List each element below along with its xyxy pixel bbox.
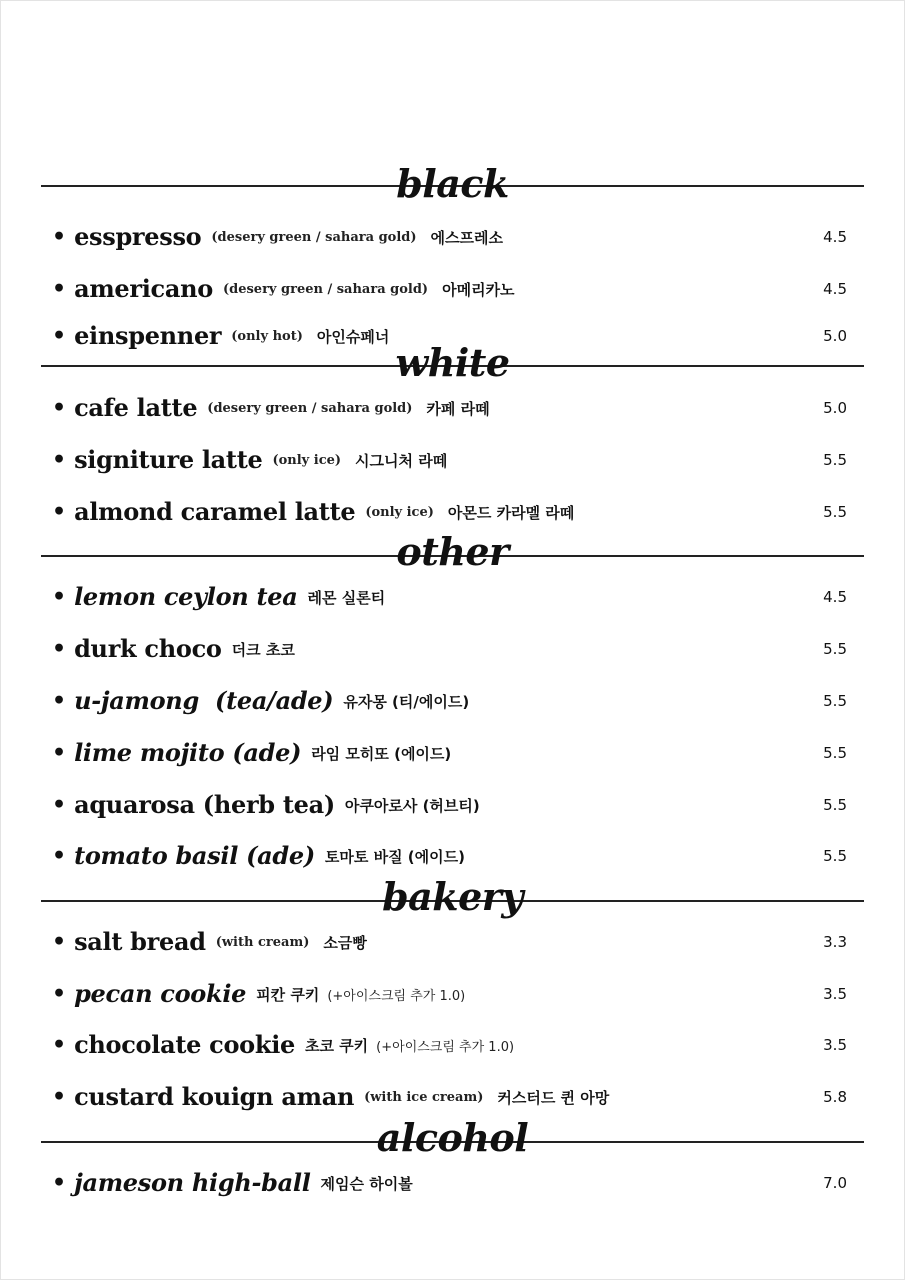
item-korean-name: 아인슈페너 bbox=[316, 327, 390, 346]
bullet: • bbox=[52, 447, 67, 473]
menu-item-lime-mojito bbox=[52, 733, 847, 773]
item-price: 5.5 bbox=[823, 503, 847, 521]
bullet: • bbox=[52, 981, 67, 1007]
menu-item-lemon-ceylon-tea bbox=[52, 577, 847, 617]
menu-item-tomato-basil bbox=[52, 836, 847, 876]
item-name: almond caramel latte bbox=[74, 497, 356, 526]
section-title: other bbox=[396, 529, 509, 574]
item-note: (desery green / sahara gold) bbox=[222, 281, 429, 297]
item-price: 5.5 bbox=[823, 744, 847, 762]
menu-item-salt-bread bbox=[52, 922, 847, 962]
bullet: • bbox=[52, 740, 67, 766]
menu-item-cafe-latte bbox=[52, 388, 847, 428]
section-title: bakery bbox=[382, 874, 523, 919]
item-korean-name: 아몬드 카라멜 라떼 bbox=[447, 503, 575, 522]
item-note: (desery green / sahara gold) bbox=[207, 400, 413, 416]
item-korean-name: 초코 쿠키 bbox=[304, 1036, 369, 1055]
item-note: (only ice) bbox=[272, 452, 342, 468]
section-header-black bbox=[41, 160, 864, 220]
item-note: (with ice cream) bbox=[364, 1089, 484, 1105]
bullet: • bbox=[52, 1084, 67, 1110]
bullet: • bbox=[52, 1032, 67, 1058]
item-name: durk choco bbox=[74, 634, 222, 663]
item-name: tomato basil (ade) bbox=[74, 841, 315, 870]
item-korean-name: 제임슨 하이볼 bbox=[320, 1174, 413, 1193]
item-name: jameson high-ball bbox=[74, 1168, 311, 1197]
item-price: 3.5 bbox=[823, 985, 847, 1003]
bullet: • bbox=[52, 843, 67, 869]
item-extra: (+아이스크림 추가 1.0) bbox=[327, 988, 466, 1004]
item-name: lime mojito (ade) bbox=[74, 738, 302, 767]
menu-item-chocolate-cookie bbox=[52, 1025, 847, 1065]
item-name: signiture latte bbox=[74, 445, 263, 474]
item-price: 5.5 bbox=[823, 796, 847, 814]
section-title: black bbox=[396, 161, 509, 206]
item-korean-name: 에스프레소 bbox=[430, 228, 503, 247]
item-note: (desery green / sahara gold) bbox=[211, 229, 417, 245]
menu-item-u-jamong bbox=[52, 681, 847, 721]
item-korean-name: 카페 라떼 bbox=[426, 399, 490, 418]
item-korean-name: 라임 모히또 (에이드) bbox=[311, 744, 452, 763]
item-name: esspresso bbox=[74, 222, 202, 251]
bullet: • bbox=[52, 323, 67, 349]
menu-item-custard-kouign-aman bbox=[52, 1077, 847, 1117]
item-name: cafe latte bbox=[74, 393, 198, 422]
item-price: 5.5 bbox=[823, 640, 847, 658]
item-name: salt bread bbox=[74, 927, 206, 956]
item-price: 5.5 bbox=[823, 692, 847, 710]
item-price: 5.5 bbox=[823, 451, 847, 469]
item-korean-name: 아메리카노 bbox=[442, 280, 515, 299]
item-name: u-jamong (tea/ade) bbox=[74, 686, 334, 715]
item-korean-name: 시그니처 라떼 bbox=[355, 451, 448, 470]
item-price: 5.8 bbox=[823, 1088, 847, 1106]
item-price: 3.5 bbox=[823, 1036, 847, 1054]
menu-item-jameson-high-ball bbox=[52, 1163, 847, 1203]
menu-item-signiture-latte bbox=[52, 440, 847, 480]
menu-item-durk-choco bbox=[52, 629, 847, 669]
item-korean-name: 소금빵 bbox=[323, 933, 367, 952]
menu-item-almond-caramel-latte bbox=[52, 492, 847, 532]
item-name: lemon ceylon tea bbox=[74, 582, 298, 611]
bullet: • bbox=[52, 395, 67, 421]
menu-item-americano bbox=[52, 269, 847, 309]
bullet: • bbox=[52, 636, 67, 662]
item-name: pecan cookie bbox=[74, 979, 247, 1008]
item-price: 3.3 bbox=[823, 933, 847, 951]
section-title: white bbox=[395, 340, 510, 385]
item-korean-name: 아쿠아로사 (허브티) bbox=[344, 796, 480, 815]
item-price: 4.5 bbox=[823, 280, 847, 298]
item-note: (with cream) bbox=[215, 934, 310, 950]
item-name: einspenner bbox=[74, 321, 222, 350]
menu-item-aquarosa bbox=[52, 785, 847, 825]
menu-item-esspresso bbox=[52, 217, 847, 257]
item-korean-name: 커스터드 퀸 아망 bbox=[497, 1088, 610, 1107]
bullet: • bbox=[52, 584, 67, 610]
section-title: alcohol bbox=[376, 1115, 529, 1160]
bullet: • bbox=[52, 688, 67, 714]
menu-item-pecan-cookie bbox=[52, 974, 847, 1014]
bullet: • bbox=[52, 276, 67, 302]
item-name: aquarosa (herb tea) bbox=[74, 790, 335, 819]
bullet: • bbox=[52, 929, 67, 955]
item-price: 4.5 bbox=[823, 228, 847, 246]
item-note: (only hot) bbox=[231, 328, 303, 344]
item-price: 5.5 bbox=[823, 847, 847, 865]
item-korean-name: 토마토 바질 (에이드) bbox=[324, 847, 465, 866]
item-korean-name: 피칸 쿠키 bbox=[256, 985, 320, 1004]
item-name: americano bbox=[74, 274, 213, 303]
item-price: 5.0 bbox=[823, 399, 847, 417]
item-name: custard kouign aman bbox=[74, 1082, 355, 1111]
item-price: 7.0 bbox=[823, 1174, 847, 1192]
bullet: • bbox=[52, 1170, 67, 1196]
item-name: chocolate cookie bbox=[74, 1030, 295, 1059]
bullet: • bbox=[52, 499, 67, 525]
item-extra: (+아이스크림 추가 1.0) bbox=[376, 1039, 515, 1055]
item-korean-name: 유자몽 (티/에이드) bbox=[343, 692, 470, 711]
bullet: • bbox=[52, 792, 67, 818]
item-note: (only ice) bbox=[365, 504, 434, 520]
bullet: • bbox=[52, 224, 67, 250]
item-korean-name: 더크 초코 bbox=[231, 640, 295, 659]
item-price: 5.0 bbox=[823, 327, 847, 345]
item-korean-name: 레몬 실론티 bbox=[307, 588, 386, 607]
item-price: 4.5 bbox=[823, 588, 847, 606]
